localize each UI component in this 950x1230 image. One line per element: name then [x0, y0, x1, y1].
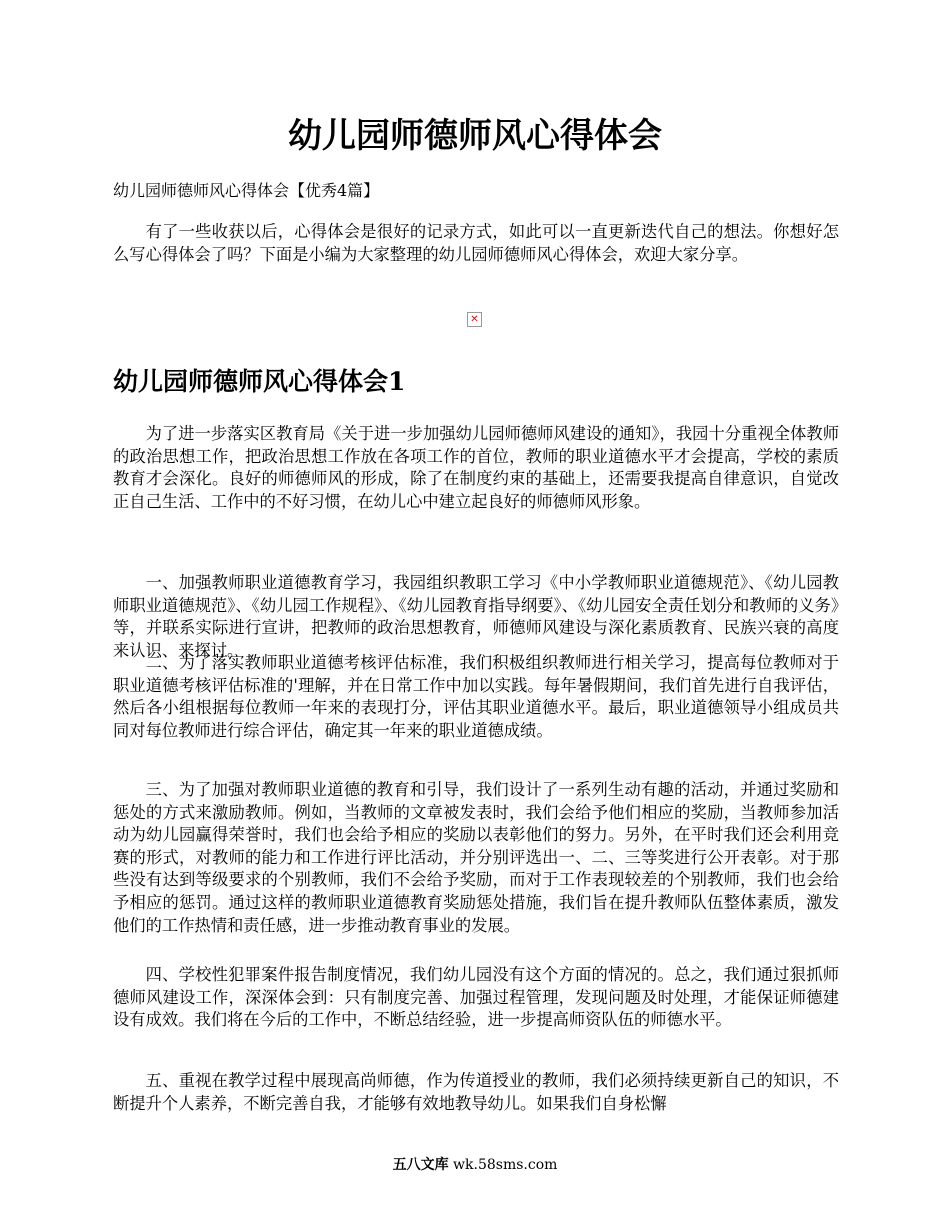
body-paragraph-3: 二、为了落实教师职业道德考核评估标准，我们积极组织教师进行相关学习，提高每位教师对于职业道德考核评估标准的'理解，并在日常工作中加以实践。每年暑假期间，我们首先进行自我评估，然后各小组根据每位教师一年来的表现打分，评估其职业道德水平。最后，职业道德领导小组成员共同对每位教师进行综合评估，确定其一年来的职业道德成绩。	[113, 653, 839, 740]
document-title: 幼儿园师德师风心得体会	[288, 116, 662, 156]
broken-image-icon: ✕	[467, 312, 482, 327]
body-paragraph-4: 三、为了加强对教师职业道德的教育和引导，我们设计了一系列生动有趣的活动，并通过奖励和惩处的方式来激励教师。例如，当教师的文章被发表时，我们会给予他们相应的奖励，当教师参加活动为幼儿园赢得荣誉时，我们也会给予相应的奖励以表彰他们的努力。另外，在平时我们还会利用竞赛的形式，对教师的能力和工作进行评比活动，并分别评选出一、二、三等奖进行公开表彰。对于那些没有达到等级要求的个别教师，我们不会给予奖励，而对于工作表现较差的个别教师，我们也会给予相应的惩罚。通过这样的教师职业道德教育奖励惩处措施，我们旨在提升教师队伍整体素质，激发他们的工作热情和责任感，进一步推动教育事业的发展。	[113, 780, 839, 935]
section-heading: 幼儿园师德师风心得体会1	[113, 367, 406, 396]
body-paragraph-2: 一、加强教师职业道德教育学习，我园组织教职工学习《中小学教师职业道德规范》、《幼儿园教师职业道德规范》、《幼儿园工作规程》、《幼儿园教育指导纲要》、《幼儿园安全责任划分和教师的义务》等，并联系实际进行宣讲，把教师的政治思想教育，师德师风建设与深化素质教育、民族兴衰的高度来认识、来探讨。	[113, 573, 839, 660]
intro-paragraph: 有了一些收获以后，心得体会是很好的记录方式，如此可以一直更新迭代自己的想法。你想好怎么写心得体会了吗？下面是小编为大家整理的幼儿园师德师风心得体会，欢迎大家分享。	[113, 222, 839, 264]
body-paragraph-6: 五、重视在教学过程中展现高尚师德，作为传道授业的教师，我们必须持续更新自己的知识，不断提升个人素养，不断完善自我，才能够有效地教导幼儿。如果我们自身松懈	[113, 1071, 839, 1113]
page-footer	[0, 1155, 950, 1175]
document-subtitle: 幼儿园师德师风心得体会【优秀4篇】	[113, 181, 380, 200]
body-paragraph-5: 四、学校性犯罪案件报告制度情况，我们幼儿园没有这个方面的情况的。总之，我们通过狠抓师德师风建设工作，深深体会到：只有制度完善、加强过程管理，发现问题及时处理，才能保证师德建设有成效。我们将在今后的工作中，不断总结经验，进一步提高师资队伍的师德水平。	[113, 965, 839, 1030]
footer-brand: 五八文库	[392, 1157, 449, 1173]
body-paragraph-1: 为了进一步落实区教育局《关于进一步加强幼儿园师德师风建设的通知》，我园十分重视全体教师的政治思想工作，把政治思想工作放在各项工作的首位，教师的职业道德水平才会提高，学校的素质教育才会深化。良好的师德师风的形成，除了在制度约束的基础上，还需要我提高自律意识，自觉改正自己生活、工作中的不好习惯，在幼儿心中建立起良好的师德师风形象。	[113, 424, 839, 511]
footer-url[interactable]: wk.58sms.com	[453, 1157, 558, 1173]
